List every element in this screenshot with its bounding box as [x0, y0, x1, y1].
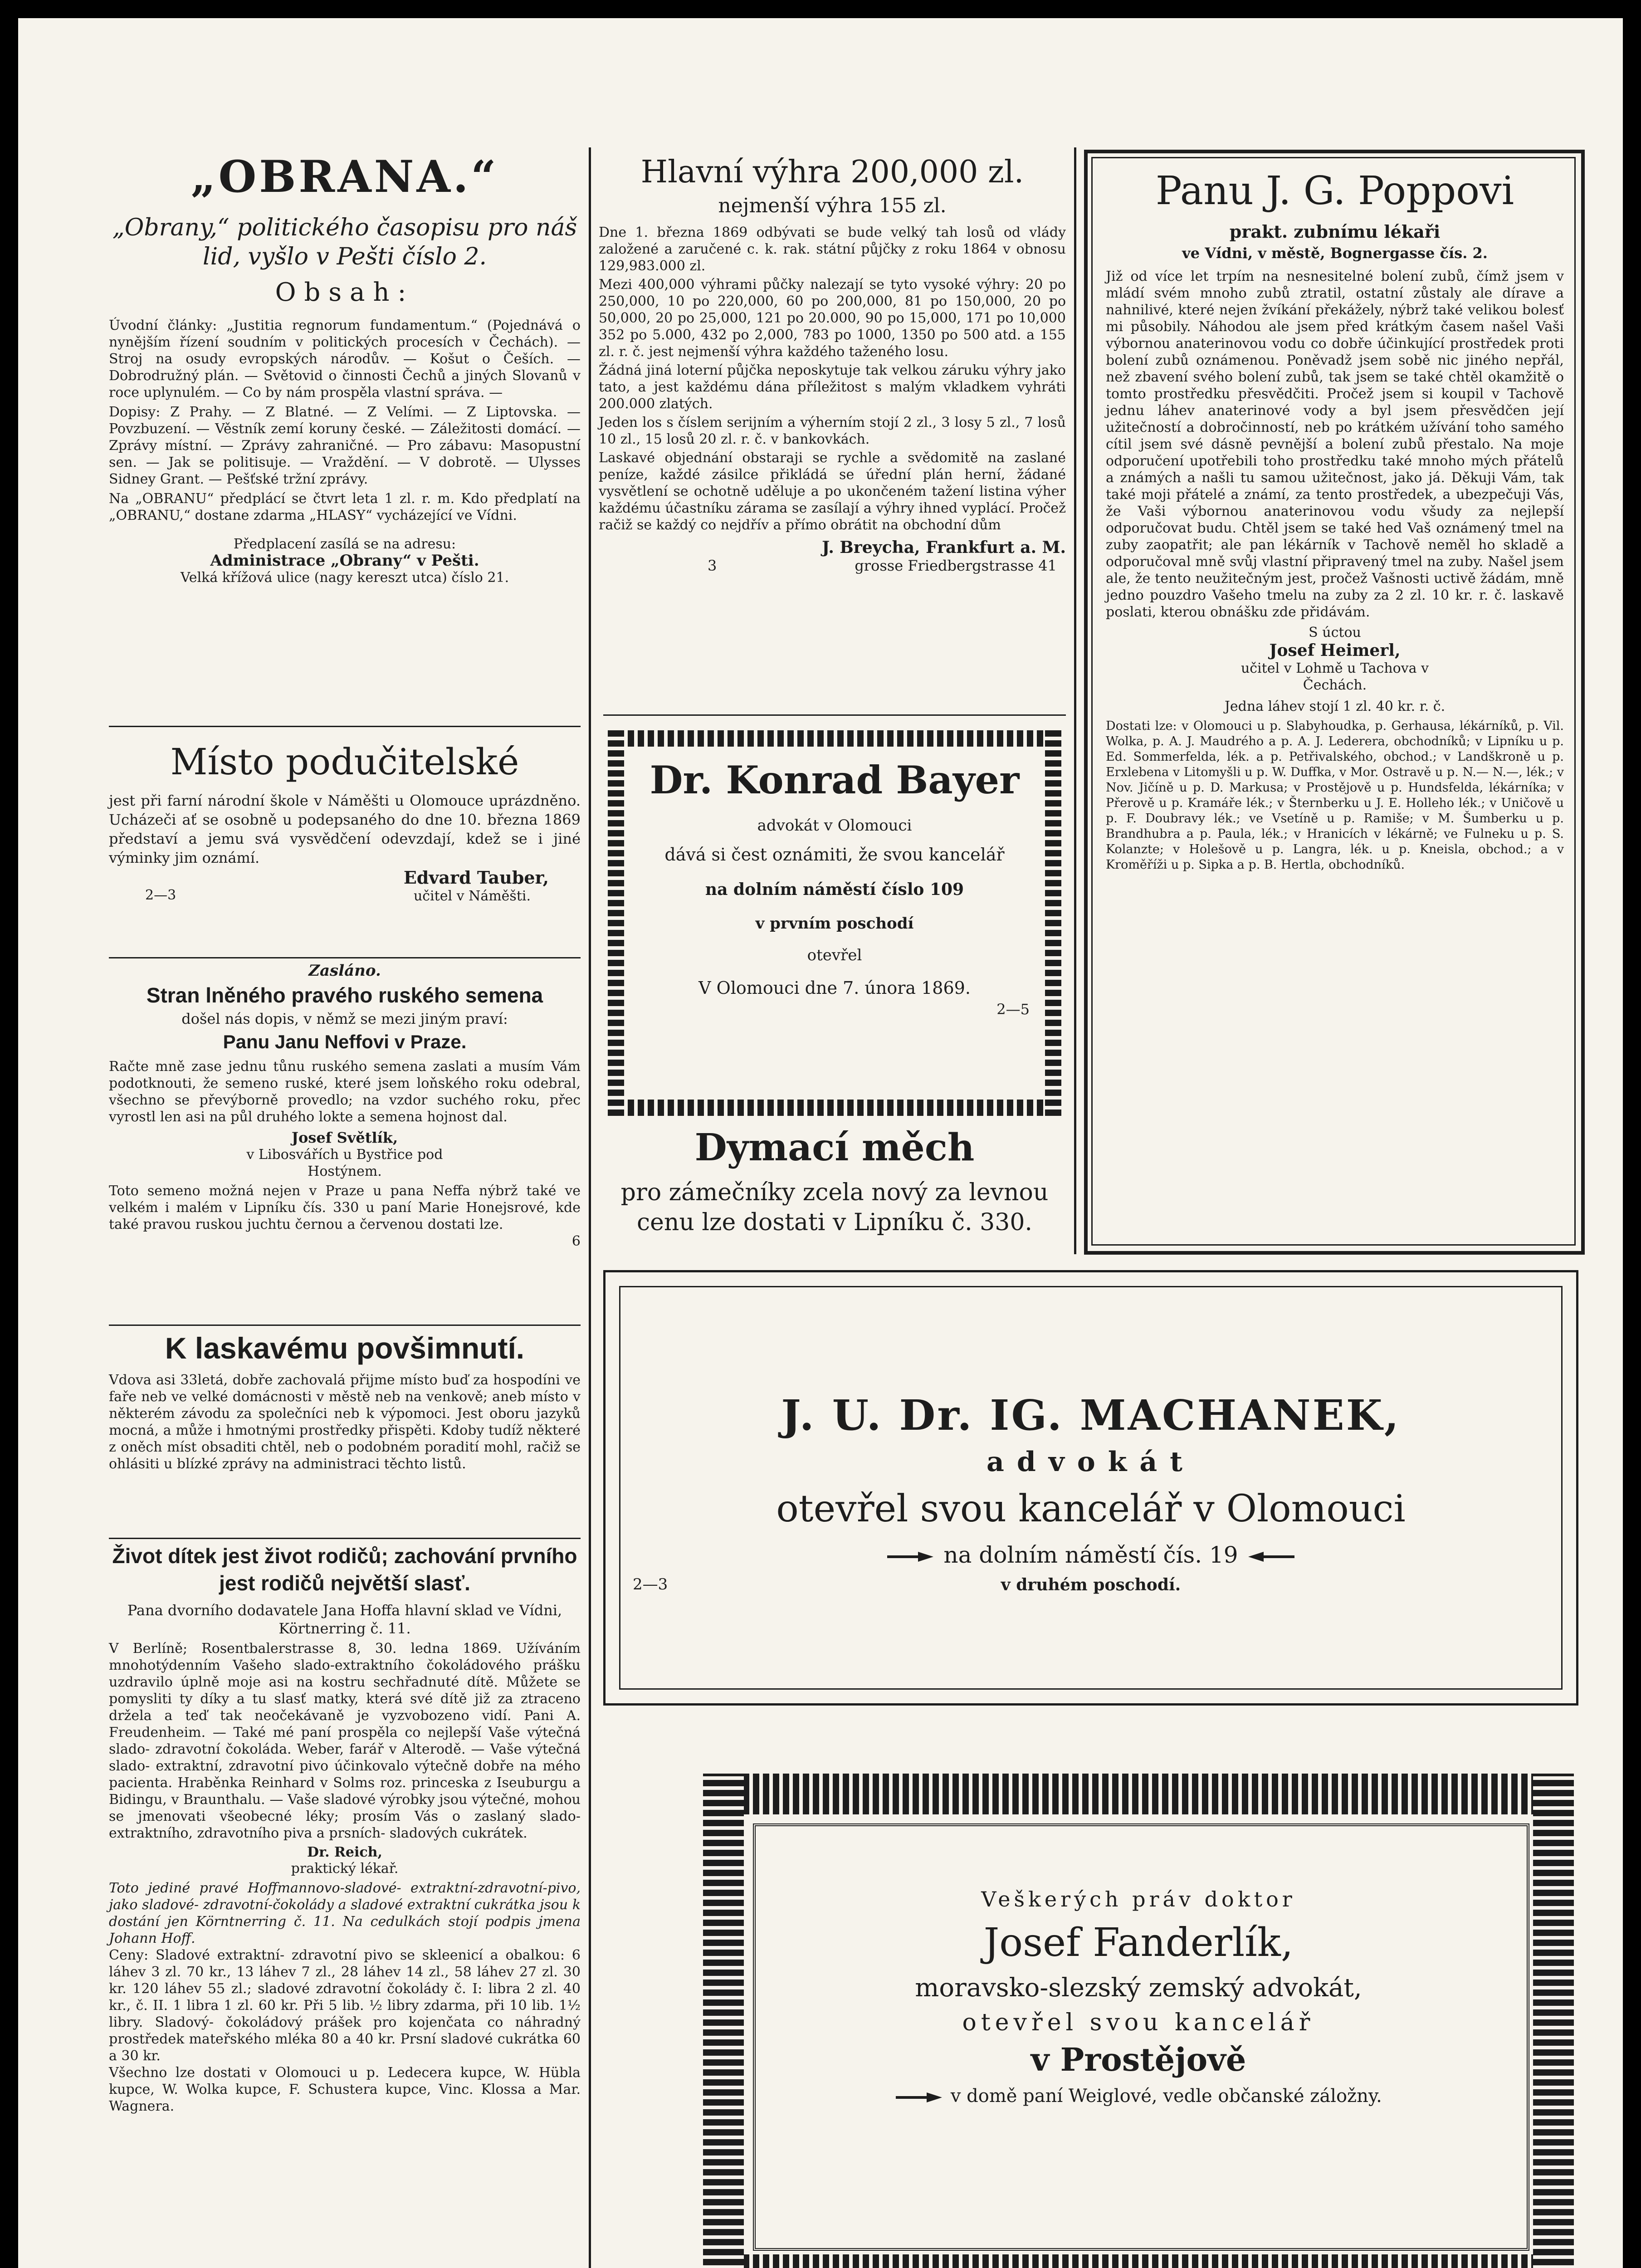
bayer-l1: advokát v Olomouci: [757, 816, 912, 835]
pointing-hand-icon: [895, 2091, 945, 2104]
bayer-frame: [608, 730, 1061, 1116]
laskave-section: [109, 1329, 581, 1472]
fanderlik-border-bottom: [703, 2254, 1574, 2268]
bayer-border-left: [608, 730, 624, 1116]
lottery-text4: Jeden los s číslem serijním a výherním stojí 2 zl., 3 losy 5 zl., 7 losů 10 zl., 15 losů 20 zl. r. č. v bankovkách.: [599, 415, 1066, 447]
obrana-obsah: Obsah:: [275, 278, 415, 307]
poppovi-box: [1084, 150, 1585, 1255]
rule-4: [109, 1538, 581, 1539]
pointing-hand-right-icon: [886, 1550, 936, 1564]
lottery-section: [599, 154, 1066, 577]
obrana-title: „OBRANA.“: [190, 151, 499, 202]
bayer-border-bottom: [608, 1100, 1061, 1116]
lnene-title: Stran lněného pravého ruského semena: [146, 983, 543, 1007]
column-rule-right: [1074, 147, 1076, 1254]
lottery-text5: Laskavé objednání obstaraji se rychle a svědomitě na zaslané peníze, každé zásilce přikládá se úřední plán herní, žádané vysvětlení se ochotně uděluje a po ukončeném tažení listina výher každému účastníku zárama se zasílají a výhry ihned vyplácí. Pročež račiž se každý co nejdřív a přímo obrátit na obchodní dům: [599, 450, 1066, 533]
fanderlik-content: [771, 1887, 1506, 2107]
fanderlik-border-left: [703, 1774, 744, 2268]
rule-2: [109, 957, 581, 958]
hoff-seller: Všechno lze dostati v Olomouci u p. Ledecera kupce, W. Hübla kupce, W. Wolka kupce, F. Schustera kupce, Vinc. Klossa a Mar. Wagnera.: [109, 2065, 581, 2114]
poppovi-content: [1106, 167, 1564, 873]
column-rule-left: [589, 147, 591, 2268]
lottery-num: 3: [708, 557, 717, 574]
bayer-num: 2—5: [996, 1001, 1030, 1018]
obrana-uvodni: Úvodní články: „Justitia regnorum fundamentum.“ (Pojednává o nynějším řízení soudním v politických procesích v Čechách). — Stroj na osudy evropských národův. — Košut o Češích. — Dobrodružný plán. — Světovid o činnosti Čechů a jiných Slovanů v roce uplynulém. — Co by nám prospěla vlastní správa. —: [109, 318, 581, 401]
machanek-box: [603, 1270, 1578, 1706]
lottery-text1: Dne 1. března 1869 odbývati se bude velký tah losů od vlády založené a zaručené c. k. rak. státní půjčky z roku 1864 v obnosu 129,983.000 zl.: [599, 225, 1066, 274]
machanek-addr: na dolním náměstí čís. 19: [943, 1542, 1238, 1568]
bayer-content: [630, 758, 1039, 1018]
machanek-name: J. U. Dr. IG. MACHANEK,: [781, 1391, 1401, 1440]
hoff-section: [109, 1542, 581, 2115]
fanderlik-frame: [703, 1774, 1574, 2268]
laskave-text: Vdova asi 33letá, dobře zachovalá přijme místo buď za hospodíni ve faře neb ve velké domácnosti v městě neb na venkově; aneb místo v některém závodu za společníci neb k výpomoci. Jest oboru jazyků mocná, a může i hmotnými prostředky přispěti. Kdoby tudíž některé z oněch míst obsaditi chtěl, neb o podobném poradití mohl, račiž se ohlásiti u blízké zprávy na administraci těchto listů.: [109, 1372, 581, 1472]
hoff-ceny: Ceny: Sladové extraktní- zdravotní pivo se skleenicí a obalkou: 6 láhev 3 zl. 70 kr., 13 láhev 7 zl., 28 láhev 14 zl., 58 láhev 27 zl. 30 kr. 120 láhev 55 zl.; sladové zdravotní čokolády č. I: libra 2 zl. 40 kr., č. II. 1 libra 1 zl. 60 kr. Při 5 lib. ½ libry zdarma, při 10 lib. 1½ libry. Sladový- čokoládový prášek pro kojenčata co náhradný prostředek mateřského mléka 80 a 40 kr. Prsní sladové cukrátka 60 a 30 kr.: [109, 1947, 581, 2064]
obrana-dopisy: Dopisy: Z Prahy. — Z Blatné. — Z Velími. — Z Liptovska. — Povzbuzení. — Věstník zemí koruny české. — Záležitosti domácí. — Zprávy místní. — Zprávy zahraničné. — Pro zábavu: Masopustní sen. — Jak se politisuje. — Vraždění. — V dobrotě. — Ulysses Sidney Grant. — Pešťské tržní zprávy.: [109, 404, 581, 487]
machanek-content: [633, 1390, 1549, 1603]
hoff-line1: Pana dvorního dodavatele Jana Hoffa hlavní sklad ve Vídni, Körtnerring č. 11.: [127, 1602, 562, 1637]
lnene-num: 6: [571, 1233, 581, 1249]
hoff-note: Toto jediné pravé Hoffmannovo-sladové- extraktní-zdravotní-pivo, jako sladové- zdravotní-čokolády a sladové extraktní cukrátka jsou k dostání jen Körntnerring č. 11. Na cedulkách stojí podpis jmena Johann Hoff.: [109, 1880, 581, 1946]
fanderlik-l3: otevřel svou kancelář: [962, 2009, 1315, 2036]
bayer-l3: na dolním náměstí číslo 109: [705, 880, 964, 899]
fanderlik-place: v Prostějově: [1031, 2041, 1246, 2078]
podu-title: Místo podučitelské: [170, 741, 519, 783]
hoff-text: V Berlíně; Rosentbalerstrasse 8, 30. ledna 1869. Užíváním mnohotýdenním Vašeho slado-extraktního čokoládového prášku uzdravilo úplně moje asi na kostru sechřadnuté dítě. Můžete se pomysliti ty díky a tu slasť matky, která své dítě již za ztraceno držela a teď tak neočekávaně je vyzvobozeno vidí. Pani A. Freudenheim. — Také mé paní prospěla co nejlepší Vaše výtečná slado- zdravotní čokoláda. Weber, farář v Alterodě. — Vaše výtečná slado- extraktní, zdravotní pivo účinkovalo výtečně dobře na mého pacienta. Hraběnka Reinhard v Solms roz. princeska z Iseuburgu a Bidingu, v Braunthalu. — Vaše sladové výrobky jsou výtečné, mohou se jmenovati všeobecné léky; prosím Vás o zaslaný slado-extraktního, zdravotního piva a prsních- sladových cukrátek.: [109, 1641, 581, 1841]
lottery-sign: J. Breycha, Frankfurt a. M.: [822, 538, 1066, 557]
lnene-sign: Josef Světlík,: [291, 1129, 398, 1146]
hoff-title: Život dítek jest život rodičů; zachování prvního jest rodičů největší slasť.: [112, 1544, 577, 1595]
laskave-title: K laskavému povšimnutí.: [165, 1331, 525, 1365]
mech-text: pro zámečníky zcela nový za levnou cenu lze dostati v Lipníku č. 330.: [620, 1179, 1049, 1236]
mech-section: [603, 1125, 1066, 1237]
lnene-section: [109, 962, 581, 1250]
rule-1: [109, 726, 581, 727]
lottery-street: grosse Friedbergstrasse 41: [855, 557, 1057, 574]
lnene-text: Račte mně zase jednu tůnu ruského semena zaslati a musím Vám podotknouti, že semeno ruské, které jsem loňského roku odebral, všechno se převýborně provedlo; na vzdor suchého roku, přec vyrostl len asi na půl druhého lokte a semena hojnost dal.: [109, 1059, 581, 1125]
podu-text: jest při farní národní škole v Náměšti u Olomouce uprázdněno. Ucházeči ať se osobně u podepsaného do dne 10. března 1869 představí a jemu svá vysvědčení odevzdají, kdež se i jiné výminky jim oznámí.: [109, 792, 581, 866]
bayer-l4: v prvním poschodí: [755, 914, 914, 933]
lottery-text3: Žádná jiná loterní půjčka neposkytuje tak velkou záruku výhry jako tato, a jest každému dána příležitost s malým vkladkem vyhráti 200.000 zlatých.: [599, 362, 1066, 412]
lnene-addressee: Panu Janu Neffovi v Praze.: [223, 1031, 467, 1052]
pointing-hand-left-icon: [1245, 1550, 1295, 1564]
machanek-role: advokát: [987, 1446, 1195, 1478]
lottery-text2: Mezi 400,000 výhrami půčky nalezají se tyto vysoké výhry: 20 po 250,000, 10 po 220,000, 60 po 200,000, 81 po 150,000, 20 po 50,000, 20 po 25,000, 121 po 20.000, 90 po 15,000, 171 po 10,000 352 po 5.000, 432 po 2,000, 783 po 1000, 1350 po 500 atd. a 155 zl. r. č. jest nejmenší výhra každého taženého losu.: [599, 277, 1066, 360]
obrana-adresa-street: Velká křížová ulice (nagy kereszt utca) číslo 21.: [180, 570, 509, 586]
fanderlik-name: Josef Fanderlík,: [983, 1920, 1294, 1965]
hoff-sign: Dr. Reich,: [307, 1844, 382, 1860]
bayer-l5: otevřel: [807, 946, 862, 964]
lnene-intro: došel nás dopis, v němž se mezi jiným praví:: [181, 1010, 508, 1027]
newspaper-page: [18, 18, 1623, 2268]
machanek-floor: v druhém poschodí.: [1001, 1575, 1181, 1594]
lnene-sign-place: v Libosvářích u Bystřice pod Hostýnem.: [246, 1147, 443, 1179]
hoff-sign-role: praktický lékař.: [291, 1861, 399, 1877]
podu-section: [109, 739, 581, 908]
machanek-num: 2—3: [633, 1575, 668, 1593]
podu-sign: Edvard Tauber,: [403, 867, 549, 888]
poppovi-sucta: S úctou: [1309, 625, 1361, 640]
fanderlik-border-right: [1533, 1774, 1574, 2268]
obrana-subtitle: „Obrany,“ politického časopisu pro náš lid, vyšlo v Pešti číslo 2.: [112, 214, 577, 270]
obrana-adresa-name: Administrace „Obrany“ v Pešti.: [210, 552, 479, 570]
lottery-subtitle: nejmenší výhra 155 zl.: [718, 194, 947, 217]
podu-sign-role: učitel v Náměšti.: [413, 888, 531, 904]
fanderlik-addr: v domě paní Weiglové, vedle občanské záložny.: [950, 2086, 1382, 2107]
bayer-border-top: [608, 730, 1061, 747]
poppovi-sub: prakt. zubnímu lékaři: [1229, 221, 1441, 242]
fanderlik-border-top: [703, 1774, 1574, 1814]
machanek-text: otevřel svou kancelář v Olomouci: [776, 1487, 1406, 1530]
poppovi-price: Jedna láhev stojí 1 zl. 40 kr. r. č.: [1224, 699, 1446, 714]
obrana-section: [109, 150, 581, 586]
podu-num: 2—3: [145, 887, 176, 903]
bayer-border-right: [1045, 730, 1061, 1116]
bayer-l2: dává si čest oznámiti, že svou kancelář: [664, 845, 1005, 865]
lottery-title: Hlavní výhra 200,000 zl.: [640, 154, 1024, 190]
poppovi-title: Panu J. G. Poppovi: [1155, 168, 1514, 214]
poppovi-sign-role: učitel v Lohmě u Tachova v Čechách.: [1241, 660, 1429, 693]
lnene-footer: Toto semeno možná nejen v Praze u pana Neffa nýbrž také ve velkém i malém v Lipníku čís. 330 u paní Marie Honejsrové, kde také pravou ruskou juchtu černou a červenou dostati lze.: [109, 1183, 581, 1232]
obrana-adresa-intro: Předplacení zasílá se na adresu:: [233, 536, 456, 552]
fanderlik-l2: moravsko-slezský zemský advokát,: [915, 1973, 1362, 2003]
obrana-predplaci: Na „OBRANU“ předplácí se čtvrt leta 1 zl. r. m. Kdo předplatí na „OBRANU,“ dostane zdarma „HLASY“ vycházející ve Vídni.: [109, 491, 581, 523]
poppovi-sign: Josef Heimerl,: [1269, 641, 1401, 660]
fanderlik-l1: Veškerých práv doktor: [981, 1887, 1296, 1911]
bayer-name: Dr. Konrad Bayer: [650, 758, 1020, 802]
rule-3: [109, 1325, 581, 1326]
poppovi-text: Již od více let trpím na nesnesitelné bolení zubů, čímž jsem v mládí svém mnoho zubů ztratil, ostatní zůstaly ale dírave a nahnilivé, které nejen žvíkání překážely, nýbrž také velikou bolesť mi působily. Náhodou ale jsem před krátkým časem našel Vaši výbornou anaterinovou vodu co dobře účinkující prostředek proti bolení zubů oznámenou. Poněvadž jsem sobě nic jiného nepřál, než zbavení svého bolení zubů, tak jsem se také chtěl okamžitě o tomto prostředku přesvědčiti. Pročež jsem si koupil v Tachově jednu láhev anaterinové vody a byl jsem přesvědčen její užitečností a dobročinností, neb po krátkém užívání toho samého cítil jsem své dásně pevnější a bolení zubů přestalo. Na moje odporučení upotřebili toho prostředku také mnoho mých přátelů a známých a našli tu samou užitečnost, jako já. Děkuji Vám, tak také moji přátelé a známí, za tento prostředek, a ubezpečuji Vás, že Vaši výbornou anaterinovou vodu všudy za nejlepší odporučovat budu. Chtěl jsem se také hed Vaš oznámený tmel na zuby zaopatřit; ale pan lékárník v Tachově neměl ho skladě a odporučoval mně svůj vlastní připravený tmel na zuby. Našel jsem ale, že tento neužitečným jest, pročež Vašnosti uctivě žádám, mně jedno pouzdro Vašeho tmelu na zuby za 2 zl. 10 kr. r. č. laskavě poslati, kterou obnášku zde přidávám.: [1106, 269, 1564, 620]
poppovi-addr: ve Vídni, v městě, Bognergasse čís. 2.: [1182, 244, 1488, 262]
bayer-date: V Olomouci dne 7. února 1869.: [698, 978, 971, 998]
mech-title: Dymací měch: [694, 1126, 975, 1169]
rule-mid-1: [603, 714, 1066, 716]
poppovi-dostati: Dostati lze: v Olomouci u p. Slabyhoudka, p. Gerhausa, lékárníků, p. Vil. Wolka, p. A. J. Maudrého a p. A. J. Lederera, obchodníků; v Lipníku u p. Ed. Sommerfelda, lék. a p. Petřivalského, obchod.; v Landškroně u p. Erxlebena v Litomyšli u p. W. Duffka, v Mor. Ostravě u p. N.— N.—, lék.; v Nov. Jičíně u p. D. Markusa; v Prostějově u p. Hundsfelda, lékárníka; v Přerově u p. Kramáře lék.; v Šternberku u J. E. Holleho lék.; v Uničově u p. F. Doubravy lék.; ve Vsetíně u p. Ramiše; v M. Šumberku u p. Brandhubra a p. Paula, lék.; v Hranicích v lékárně; ve Fulneku u p. S. Kolanzte; v Holešově u p. Langra, lék. u p. Kneisla, obchod.; a v Kroměříži u p. Sipka a p. B. Hertla, obchodníků.: [1106, 719, 1564, 872]
lnene-zaslano: Zasláno.: [308, 962, 381, 980]
